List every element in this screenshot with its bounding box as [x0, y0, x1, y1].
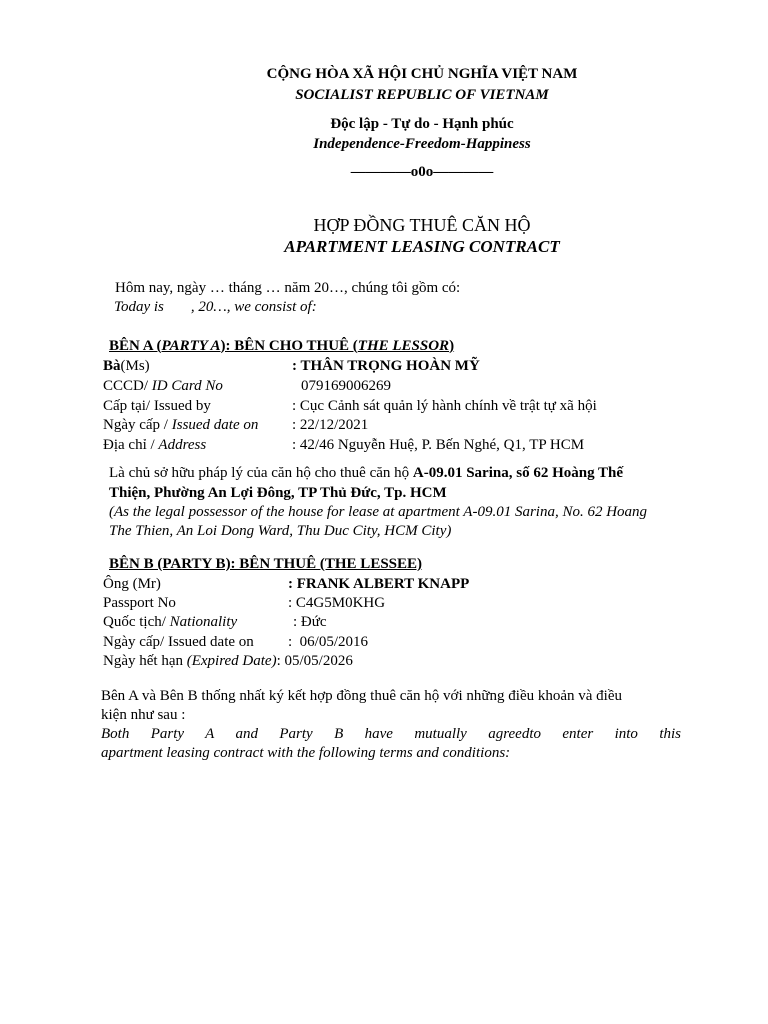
country-name-vn: CỘNG HÒA XÃ HỘI CHỦ NGHĨA VIỆT NAM — [266, 66, 578, 82]
party-a-address-value: : 42/46 Nguyễn Huệ, P. Bến Nghé, Q1, TP HCM — [292, 437, 585, 453]
party-a-heading: BÊN A (PARTY A): BÊN CHO THUÊ (THE LESSOR) — [109, 338, 455, 354]
ownership-en-line-2: The Thien, An Loi Dong Ward, Thu Duc City, HCM City) — [109, 523, 452, 539]
header-separator: ————o0o———— — [350, 164, 494, 180]
party-b-issued-value: : 06/05/2016 — [288, 634, 369, 650]
intro-en-rest: , 20…, we consist of: — [190, 299, 317, 315]
country-name-en: SOCIALIST REPUBLIC OF VIETNAM — [295, 87, 549, 103]
ownership-vn-line-2: Thiện, Phường An Lợi Đông, TP Thủ Đức, Tp. HCM — [109, 485, 447, 501]
party-b-passport-value: : C4G5M0KHG — [288, 595, 386, 611]
party-a-issued-date-value: : 22/12/2021 — [292, 417, 369, 433]
party-a-issued-by-label: Cấp tại/ Issued by — [103, 398, 211, 414]
party-b-expired-row: Ngày hết hạn (Expired Date): 05/05/2026 — [103, 653, 353, 669]
party-b-name-value: : FRANK ALBERT KNAPP — [288, 576, 470, 592]
ownership-en-line-1: (As the legal possessor of the house for lease at apartment A-09.01 Sarina, No. 62 Hoang — [109, 504, 648, 520]
party-b-nationality-label: Quốc tịch/ Nationality — [103, 614, 238, 630]
intro-en — [114, 298, 317, 317]
party-b-heading: BÊN B (PARTY B): BÊN THUÊ (THE LESSEE) — [109, 556, 423, 572]
party-b-name-label: Ông (Mr) — [103, 576, 161, 592]
party-b-passport-label: Passport No — [103, 595, 176, 611]
ownership-vn-line-1: Là chủ sở hữu pháp lý của căn hộ cho thuê căn hộ A-09.01 Sarina, số 62 Hoàng Thế — [109, 465, 624, 481]
party-b-issued-label: Ngày cấp/ Issued date on — [103, 634, 254, 650]
party-a-id-label: CCCD/ ID Card No — [103, 378, 223, 394]
intro-en-today: Today is — [114, 299, 164, 315]
contract-title-en: APARTMENT LEASING CONTRACT — [284, 237, 560, 256]
party-a-issued-by-value: : Cục Cảnh sát quản lý hành chính về trật tự xã hội — [292, 398, 597, 414]
motto-en: Independence-Freedom-Happiness — [313, 136, 531, 152]
intro-vn: Hôm nay, ngày … tháng … năm 20…, chúng tôi gồm có: — [115, 280, 461, 296]
agreement-vn-line-2: kiện như sau : — [101, 707, 186, 723]
party-a-name-value: : THÂN TRỌNG HOÀN MỸ — [292, 358, 480, 374]
party-a-id-value: 079169006269 — [301, 378, 391, 394]
party-a-name-label: Bà(Ms) — [103, 358, 150, 374]
agreement-en-line-2: apartment leasing contract with the following terms and conditions: — [101, 745, 511, 761]
party-a-issued-date-label: Ngày cấp / Issued date on — [103, 417, 259, 433]
party-b-nationality-value: : Đức — [293, 614, 327, 630]
party-a-address-label: Địa chỉ / Address — [103, 437, 207, 453]
agreement-vn-line-1: Bên A và Bên B thống nhất ký kết hợp đồng thuê căn hộ với những điều khoản và điều — [101, 688, 623, 704]
contract-title-vn: HỢP ĐỒNG THUÊ CĂN HỘ — [313, 215, 531, 235]
agreement-en-line-1: Both Party A and Party B have mutually agreedto enter into this — [101, 726, 681, 742]
motto-vn: Độc lập - Tự do - Hạnh phúc — [330, 116, 514, 132]
